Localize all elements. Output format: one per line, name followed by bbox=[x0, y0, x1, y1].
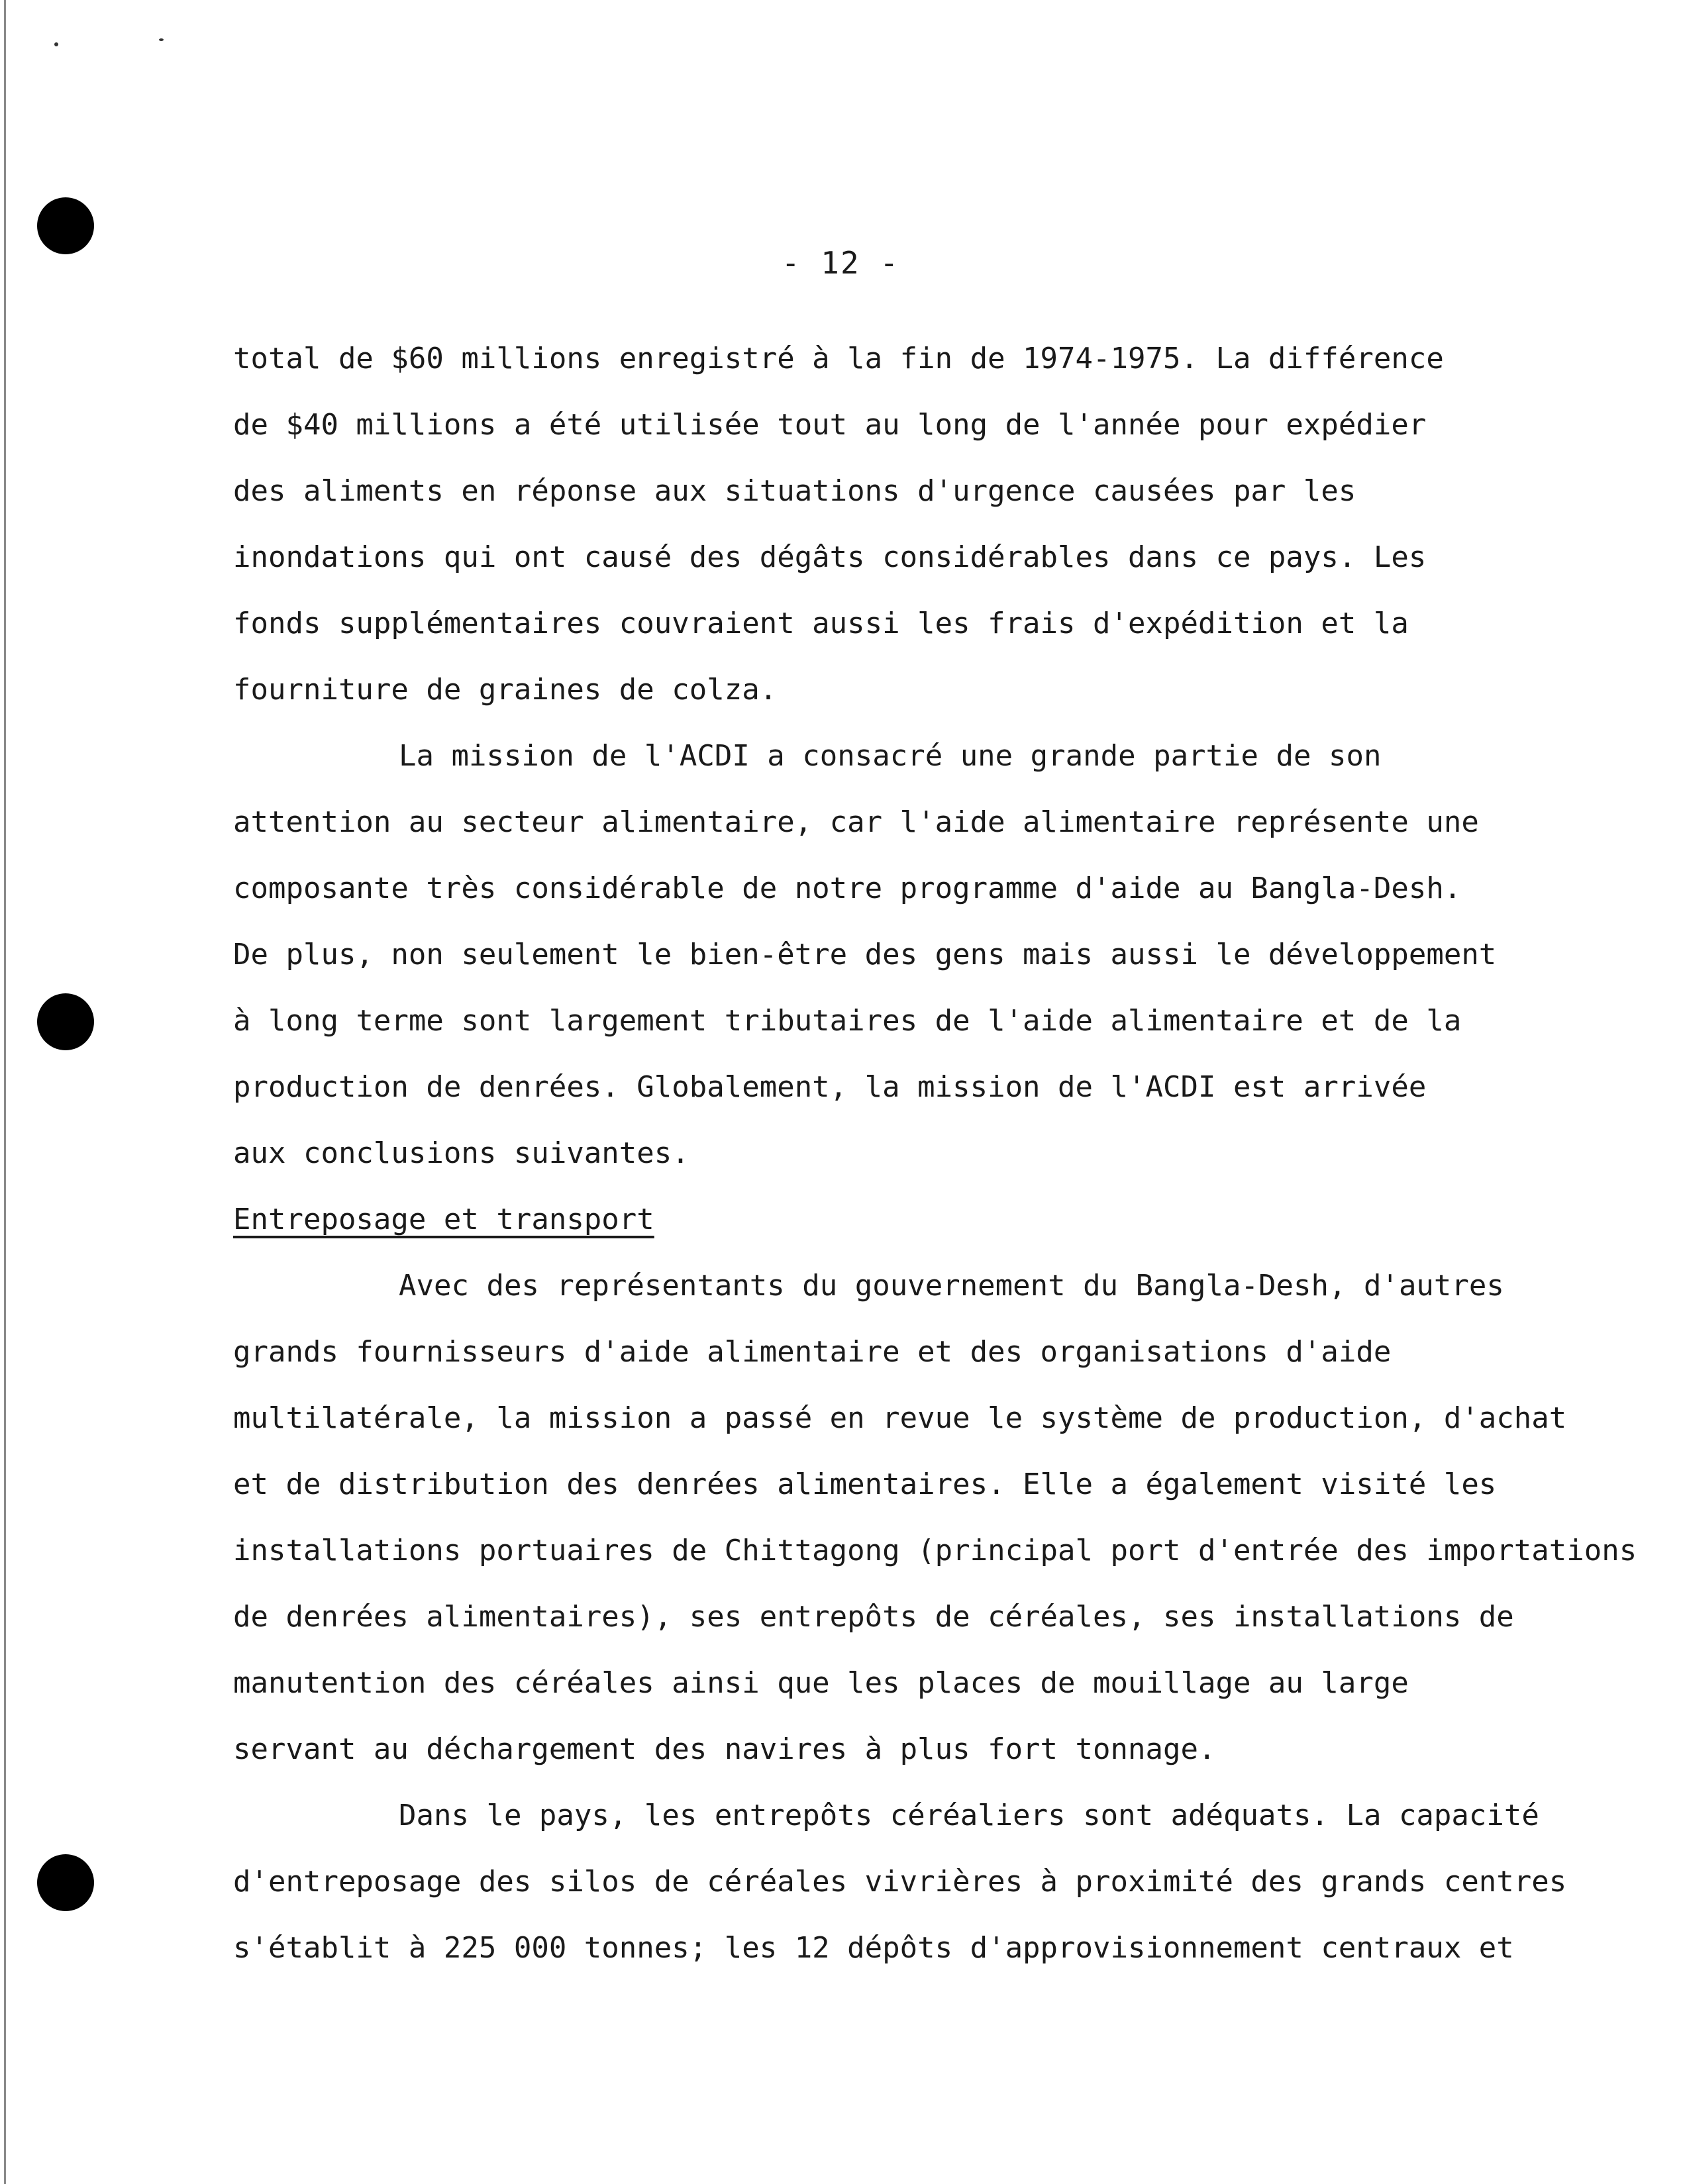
text-line: total de $60 millions enregistré à la fin de 1974-1975. La différence bbox=[233, 342, 1444, 375]
text-line: composante très considérable de notre programme d'aide au Bangla-Desh. bbox=[233, 871, 1462, 905]
page-number: - 12 - bbox=[781, 245, 900, 281]
text-line: La mission de l'ACDI a consacré une grande partie de son bbox=[399, 739, 1382, 773]
text-line: grands fournisseurs d'aide alimentaire et des organisations d'aide bbox=[233, 1335, 1392, 1369]
scan-speck bbox=[159, 38, 164, 41]
text-line: fonds supplémentaires couvraient aussi les frais d'expédition et la bbox=[233, 607, 1409, 640]
text-line: manutention des céréales ainsi que les places de mouillage au large bbox=[233, 1666, 1409, 1700]
text-line: d'entreposage des silos de céréales vivrières à proximité des grands centres bbox=[233, 1865, 1567, 1899]
text-line: s'établit à 225 000 tonnes; les 12 dépôts d'approvisionnement centraux et bbox=[233, 1931, 1514, 1965]
text-line: de $40 millions a été utilisée tout au long de l'année pour expédier bbox=[233, 408, 1427, 442]
text-line: de denrées alimentaires), ses entrepôts de céréales, ses installations de bbox=[233, 1600, 1514, 1634]
text-line: fourniture de graines de colza. bbox=[233, 673, 778, 707]
text-line: Avec des représentants du gouvernement du Bangla-Desh, d'autres bbox=[399, 1269, 1504, 1303]
text-line: De plus, non seulement le bien-être des gens mais aussi le développement bbox=[233, 938, 1497, 971]
text-line: attention au secteur alimentaire, car l'aide alimentaire représente une bbox=[233, 805, 1479, 839]
text-line: des aliments en réponse aux situations d'urgence causées par les bbox=[233, 474, 1356, 508]
section-heading: Entreposage et transport bbox=[233, 1203, 654, 1236]
text-line: inondations qui ont causé des dégâts considérables dans ce pays. Les bbox=[233, 540, 1427, 574]
text-line: installations portuaires de Chittagong (principal port d'entrée des importations bbox=[233, 1534, 1637, 1567]
page-edge-line bbox=[4, 0, 6, 2184]
binder-hole-bottom bbox=[37, 1854, 94, 1911]
text-line: production de denrées. Globalement, la mission de l'ACDI est arrivée bbox=[233, 1070, 1427, 1104]
text-line: multilatérale, la mission a passé en revue le système de production, d'achat bbox=[233, 1401, 1567, 1435]
text-line: et de distribution des denrées alimentaires. Elle a également visité les bbox=[233, 1467, 1497, 1501]
text-line: Dans le pays, les entrepôts céréaliers sont adéquats. La capacité bbox=[399, 1799, 1539, 1832]
text-line: à long terme sont largement tributaires de l'aide alimentaire et de la bbox=[233, 1004, 1462, 1038]
text-line: aux conclusions suivantes. bbox=[233, 1136, 689, 1170]
binder-hole-middle bbox=[37, 993, 94, 1050]
scan-speck bbox=[54, 42, 58, 46]
text-line: servant au déchargement des navires à plus fort tonnage. bbox=[233, 1732, 1216, 1766]
